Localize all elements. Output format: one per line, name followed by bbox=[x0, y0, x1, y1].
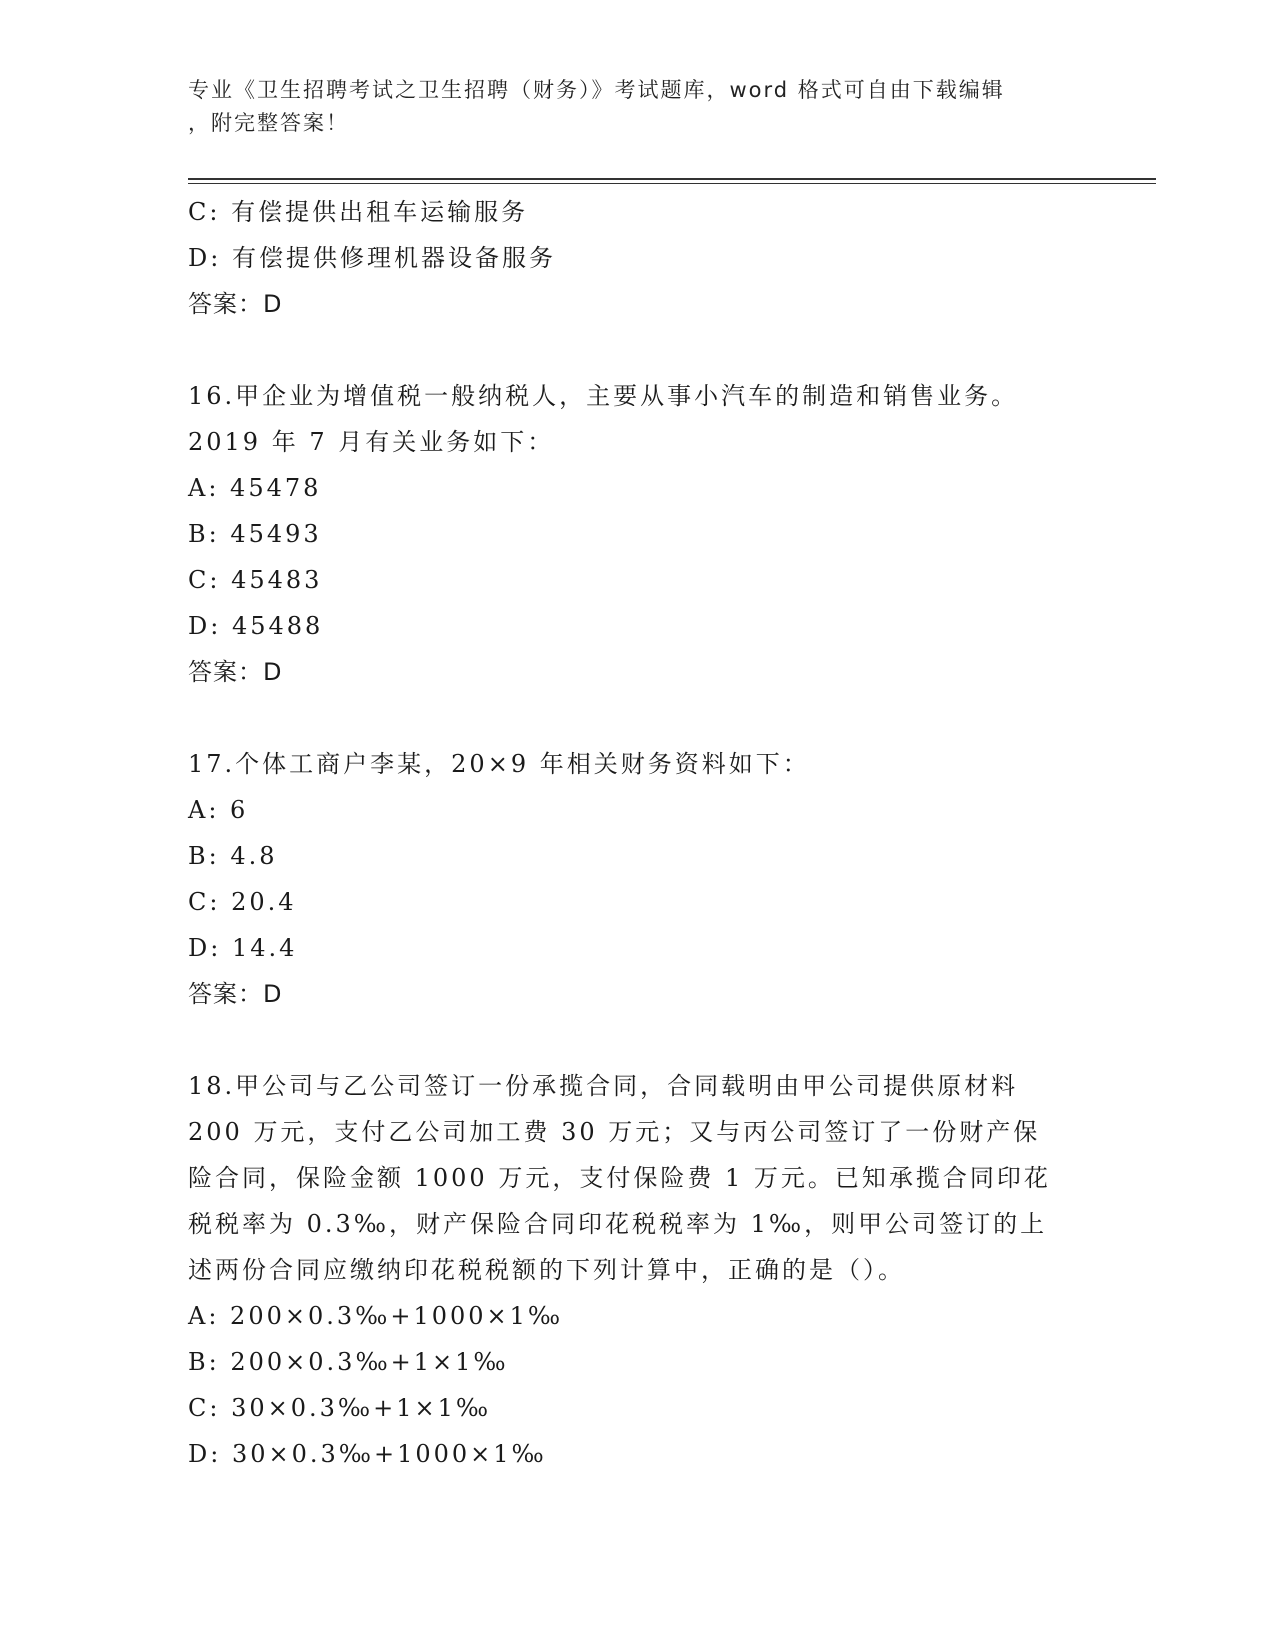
question-18 bbox=[188, 1063, 1088, 1477]
question-stem-line: 17.个体工商户李某，20×9 年相关财务资料如下： bbox=[188, 750, 810, 778]
option-d: D: 14.4 bbox=[188, 934, 298, 962]
option-c: C: 20.4 bbox=[188, 888, 297, 916]
answer-line: 答案：D bbox=[188, 290, 283, 318]
answer-line: 答案：D bbox=[188, 658, 283, 686]
spacer bbox=[188, 695, 1088, 741]
option-c: C: 30×0.3‰+1×1‰ bbox=[188, 1394, 492, 1422]
question-stem-line: 税税率为 0.3‰，财产保险合同印花税税率为 1‰，则甲公司签订的上 bbox=[188, 1210, 1048, 1238]
option-c: C: 有偿提供出租车运输服务 bbox=[188, 198, 529, 226]
question-stem-line: 险合同，保险金额 1000 万元，支付保险费 1 万元。已知承揽合同印花 bbox=[188, 1164, 1051, 1192]
option-b: B: 45493 bbox=[188, 520, 322, 548]
question-content bbox=[188, 189, 1088, 1477]
spacer bbox=[188, 1017, 1088, 1063]
option-a: A: 200×0.3‰+1000×1‰ bbox=[188, 1302, 564, 1330]
question-stem-line: 200 万元，支付乙公司加工费 30 万元；又与丙公司签订了一份财产保 bbox=[188, 1118, 1041, 1146]
spacer bbox=[188, 327, 1088, 373]
question-stem-line: 述两份合同应缴纳印花税税额的下列计算中，正确的是（）。 bbox=[188, 1256, 905, 1284]
document-header bbox=[188, 74, 1068, 140]
header-divider bbox=[188, 178, 1156, 184]
previous-question-tail bbox=[188, 189, 1088, 327]
option-c: C: 45483 bbox=[188, 566, 323, 594]
question-stem-line: 16.甲企业为增值税一般纳税人，主要从事小汽车的制造和销售业务。 bbox=[188, 382, 1019, 410]
option-d: D: 30×0.3‰+1000×1‰ bbox=[188, 1440, 547, 1468]
question-stem-line: 2019 年 7 月有关业务如下： bbox=[188, 428, 555, 456]
option-d: D: 有偿提供修理机器设备服务 bbox=[188, 244, 556, 272]
question-stem-line: 18.甲公司与乙公司签订一份承揽合同，合同载明由甲公司提供原材料 bbox=[188, 1072, 1019, 1100]
option-b: B: 200×0.3‰+1×1‰ bbox=[188, 1348, 509, 1376]
option-b: B: 4.8 bbox=[188, 842, 278, 870]
question-17 bbox=[188, 741, 1088, 1017]
header-title-line-2: ，附完整答案！ bbox=[188, 111, 349, 135]
option-d: D: 45488 bbox=[188, 612, 324, 640]
answer-line: 答案：D bbox=[188, 980, 283, 1008]
option-a: A: 45478 bbox=[188, 474, 322, 502]
option-a: A: 6 bbox=[188, 796, 249, 824]
header-title-line-1: 专业《卫生招聘考试之卫生招聘（财务）》考试题库，word 格式可自由下载编辑 bbox=[188, 78, 1005, 102]
question-16 bbox=[188, 373, 1088, 695]
